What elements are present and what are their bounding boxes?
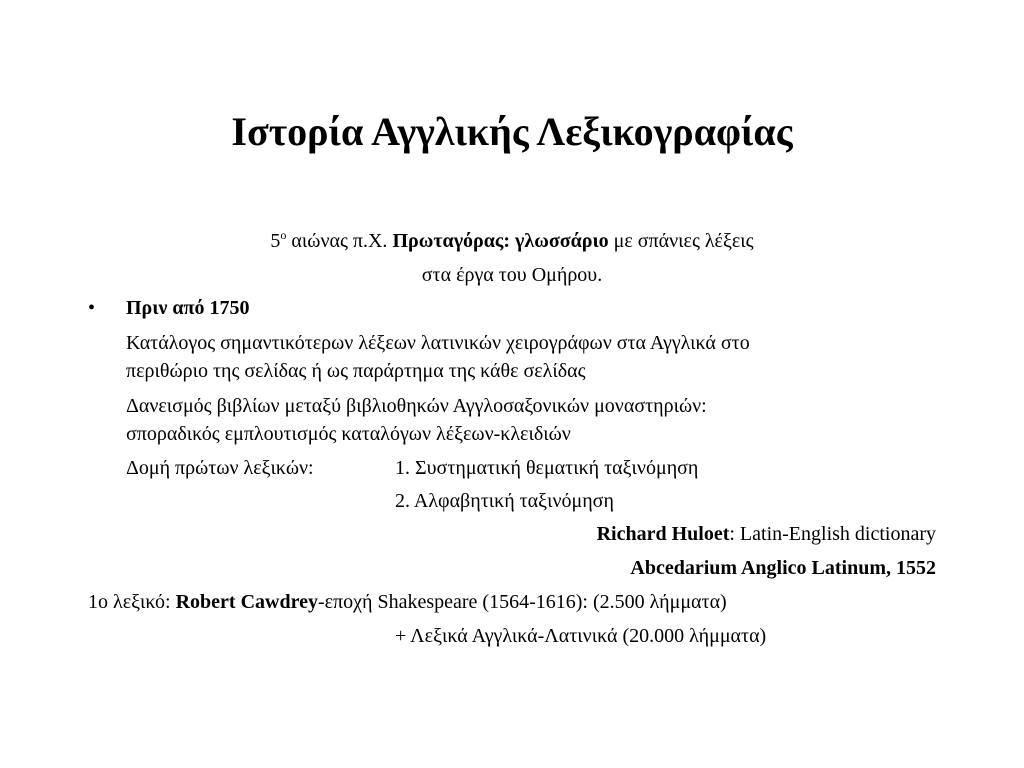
cawdrey-line — [88, 590, 727, 614]
bullet-heading: Πριν από 1750 — [126, 297, 250, 319]
bullet-marker: • — [88, 297, 96, 319]
slide-title: Ιστορία Αγγλικής Λεξικογραφίας — [231, 109, 793, 154]
intro-post: με σπάνιες λέξεις — [608, 230, 754, 252]
cawdrey-pre: 1ο λεξικό: — [88, 591, 176, 613]
huloet-name: Richard Huloet — [596, 523, 730, 545]
intro-line-1 — [0, 229, 1024, 253]
cawdrey-name: Robert Cawdrey — [175, 591, 318, 613]
para2-line-1: Δανεισμός βιβλίων μεταξύ βιβλιοθηκών Αγγλοσαξονικών μοναστηριών: — [126, 395, 707, 417]
structure-label: Δομή πρώτων λεξικών: — [126, 457, 314, 479]
intro-line-2: στα έργα του Ομήρου. — [421, 264, 603, 286]
huloet-rest: : Latin-English dictionary — [729, 523, 936, 545]
protagoras-glossary: Πρωταγόρας: γλωσσάριο — [392, 230, 609, 252]
century-superscript: ο — [280, 228, 287, 242]
para1-line-1: Κατάλογος σημαντικότερων λέξεων λατινικών χειρογράφων στα Αγγλικά στο — [126, 332, 750, 354]
cawdrey-rest: -εποχή Shakespeare (1564-1616): (2.500 λήμματα) — [317, 591, 727, 613]
cawdrey-line-2: + Λεξικά Αγγλικά-Λατινικά (20.000 λήμματα) — [395, 625, 767, 647]
century-number: 5 — [270, 230, 281, 252]
intro-pre: αιώνας π.Χ. — [286, 230, 393, 252]
abcedarium-line: Abcedarium Anglico Latinum, 1552 — [630, 557, 936, 579]
structure-item-2: 2. Αλφαβητική ταξινόμηση — [395, 490, 614, 512]
para1-line-2: περιθώριο της σελίδας ή ως παράρτημα της κάθε σελίδας — [126, 360, 586, 382]
para2-line-2: σποραδικός εμπλουτισμός καταλόγων λέξεων-κλειδιών — [126, 423, 571, 445]
huloet-line — [597, 522, 936, 546]
structure-item-1: 1. Συστηματική θεματική ταξινόμηση — [395, 457, 699, 479]
